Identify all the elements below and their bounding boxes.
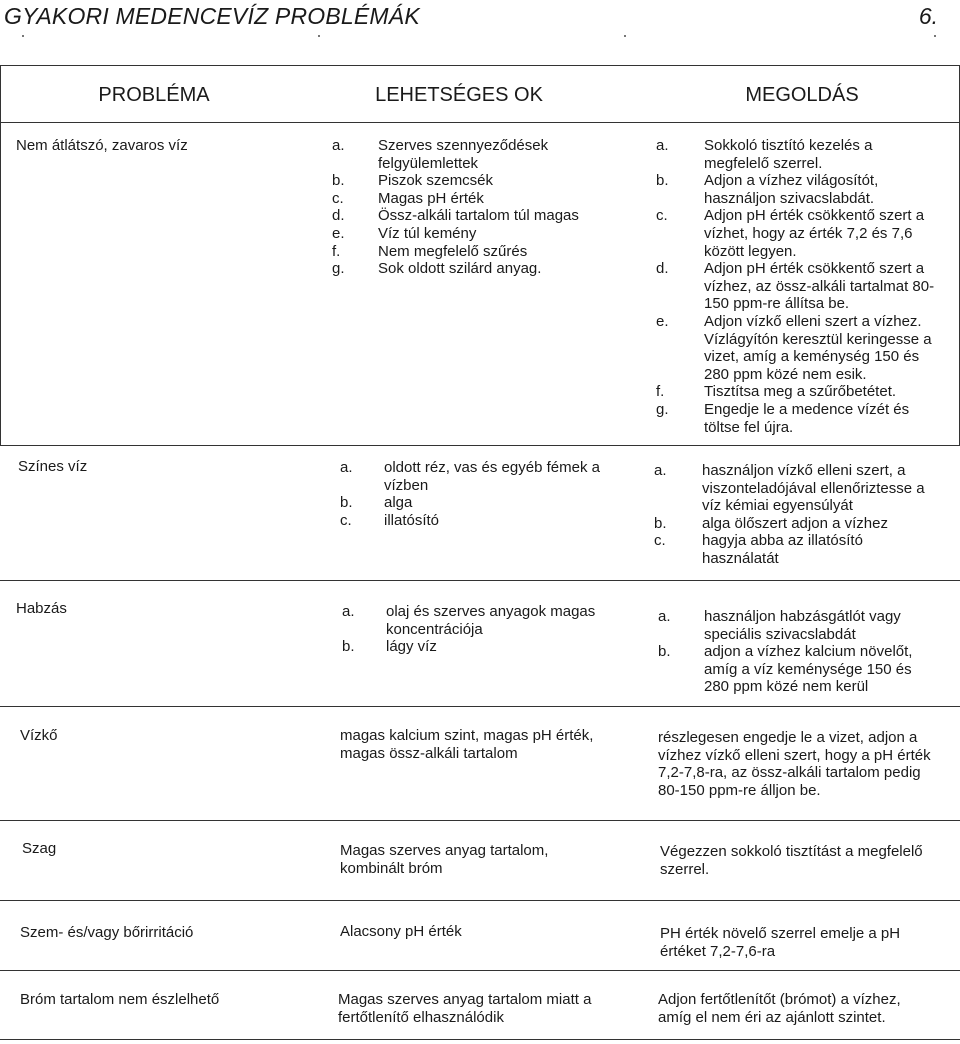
list-item: e. Adjon vízkő elleni szert a vízhez. Vízlágyítón keresztül keringesse a vizet, amíg a keménység 150 és 280 ppm közé nem esik. (656, 312, 932, 383)
table-bottom-border (0, 1039, 960, 1040)
solution-cell: részlegesen engedje le a vizet, adjon a vízhez vízkő elleni szert, hogy a pH érték 7,2-7,8-ra, az össz-alkáli tartalom pedig 80-150 ppm-re álljon be. (658, 729, 931, 799)
header-tick-mark (22, 35, 24, 37)
list-item: d. Adjon pH érték csökkentő szert a vízhez, az össz-alkáli tartalmat 80-150 ppm-re állítsa be. (656, 260, 935, 313)
row-divider (0, 580, 960, 581)
column-header-solution: MEGOLDÁS (745, 84, 859, 106)
list-item: c. hagyja abba az illatósító használatát (654, 532, 863, 567)
problem-cell: Nem átlátszó, zavaros víz (16, 137, 188, 154)
cause-cell: Magas szerves anyag tartalom miatt a fertőtlenítő elhasználódik (338, 991, 592, 1026)
problem-cell: Szag (22, 840, 57, 857)
list-item: a. használjon habzásgátlót vagy speciális szivacslabdát (658, 608, 901, 643)
cause-cell: magas kalcium szint, magas pH érték, magas össz-alkáli tartalom (340, 727, 594, 762)
cause-cell: Alacsony pH érték (340, 923, 462, 940)
header-divider (0, 122, 960, 123)
list-item: a. oldott réz, vas és egyéb fémek a vízben (340, 459, 600, 494)
list-item: b. lágy víz (342, 638, 437, 656)
header-tick-mark (934, 35, 936, 37)
list-item: a. használjon vízkő elleni szert, a viszonteladójával ellenőriztesse a víz kémiai egyensúlyát (654, 462, 925, 515)
cause-cell: Magas szerves anyag tartalom, kombinált bróm (340, 842, 549, 877)
solution-list (654, 462, 944, 568)
row-divider (0, 706, 960, 707)
column-header-problem: PROBLÉMA (98, 84, 210, 106)
list-item: c. Adjon pH érték csökkentő szert a vízhet, hogy az érték 7,2 és 7,6 között legyen. (656, 207, 925, 260)
row-divider (0, 820, 960, 821)
list-item: b. alga ölőszert adjon a vízhez (654, 514, 888, 532)
list-item: c. Magas pH érték (332, 189, 484, 207)
list-item: a. Sokkoló tisztító kezelés a megfelelő szerrel. (656, 137, 873, 172)
solution-cell: PH érték növelő szerrel emelje a pH értéket 7,2-7,6-ra (660, 925, 901, 960)
page-number: 6. (918, 3, 938, 29)
list-item: b. adjon a vízhez kalcium növelőt, amíg a víz keménysége 150 és 280 ppm közé nem kerül (658, 643, 913, 696)
row-divider (0, 900, 960, 901)
problem-cell: Bróm tartalom nem észlelhető (20, 991, 220, 1008)
problem-cell: Szem- és/vagy bőrirritáció (20, 924, 194, 941)
list-item: f. Tisztítsa meg a szűrőbetétet. (656, 383, 897, 401)
list-item: b. Adjon a vízhez világosítót, használjon szivacslabdát. (656, 172, 879, 207)
solution-list (658, 608, 948, 696)
solution-list (656, 137, 946, 436)
list-item: g. Engedje le a medence vízét és töltse fel újra. (656, 400, 910, 436)
list-item: a. Szerves szennyeződések felgyülemlettek (332, 137, 549, 172)
list-item: e. Víz túl kemény (332, 224, 477, 242)
list-item: a. olaj és szerves anyagok magas koncentrációja (342, 603, 596, 638)
table-top-border (0, 65, 960, 66)
cause-list (332, 137, 602, 278)
list-item: b. Piszok szemcsék (332, 172, 494, 190)
list-item: f. Nem megfelelő szűrés (332, 242, 528, 260)
solution-cell: Végezzen sokkoló tisztítást a megfelelő szerrel. (660, 843, 923, 878)
row-divider (0, 970, 960, 971)
cause-list (340, 459, 620, 529)
header-tick-mark (318, 35, 320, 37)
list-item: b. alga (340, 494, 413, 512)
cause-list (342, 603, 632, 656)
solution-cell: Adjon fertőtlenítőt (brómot) a vízhez, amíg el nem éri az ajánlott szintet. (658, 991, 901, 1026)
problem-cell: Vízkő (20, 727, 58, 744)
column-header-cause: LEHETSÉGES OK (375, 84, 543, 106)
list-item: d. Össz-alkáli tartalom túl magas (332, 207, 579, 225)
list-item: g. Sok oldott szilárd anyag. (332, 260, 542, 278)
table-left-border (0, 65, 1, 445)
problem-cell: Habzás (16, 600, 67, 617)
header-tick-mark (624, 35, 626, 37)
problem-cell: Színes víz (18, 458, 88, 475)
document-title: GYAKORI MEDENCEVÍZ PROBLÉMÁK (4, 3, 420, 29)
list-item: c. illatósító (340, 511, 440, 529)
row-divider (0, 445, 960, 446)
